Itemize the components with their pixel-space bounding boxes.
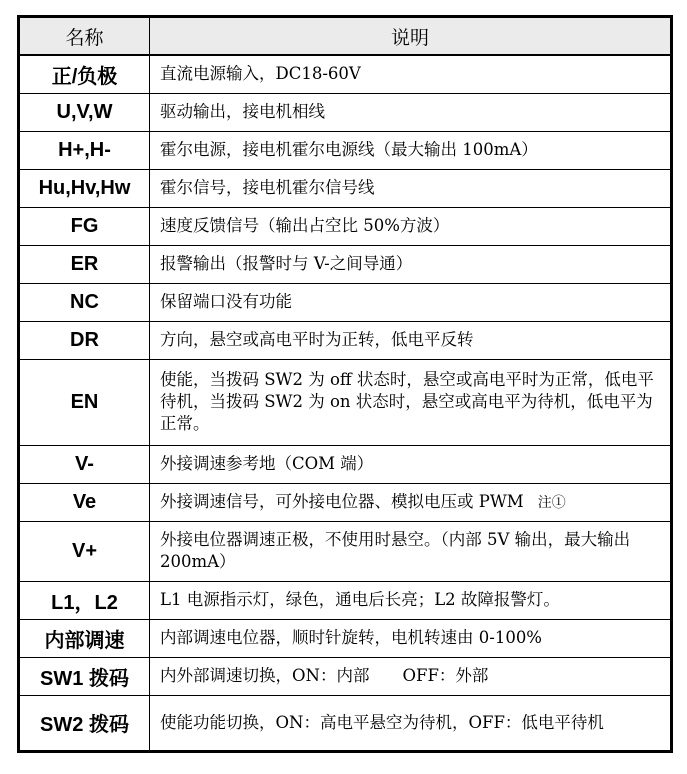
- table-row: [19, 207, 672, 245]
- terminal-description-table: [17, 15, 673, 753]
- table-row: [19, 695, 672, 751]
- table-row: [19, 657, 672, 695]
- table-row: [19, 521, 672, 581]
- row-desc: 使能功能切换，ON：高电平悬空为待机，OFF：低电平待机: [150, 695, 672, 751]
- row-desc: 使能，当拨码 SW2 为 off 状态时，悬空或高电平时为正常，低电平待机，当拨码 SW2 为 on 状态时，悬空或高电平为待机，低电平为正常。: [150, 359, 672, 445]
- table-row: [19, 619, 672, 657]
- row-desc: 驱动输出，接电机相线: [150, 93, 672, 131]
- row-desc: 直流电源输入，DC18-60V: [150, 55, 672, 93]
- row-desc: 保留端口没有功能: [150, 283, 672, 321]
- table-row: [19, 93, 672, 131]
- footnote-marker: 注①: [537, 494, 566, 511]
- row-desc: 内部调速电位器，顺时针旋转，电机转速由 0-100%: [150, 619, 672, 657]
- row-name: SW1 拨码: [19, 657, 150, 695]
- row-desc: 外接电位器调速正极，不使用时悬空。（内部 5V 输出，最大输出 200mA）: [150, 521, 672, 581]
- row-name: NC: [19, 283, 150, 321]
- row-name: H+,H-: [19, 131, 150, 169]
- row-name: V-: [19, 445, 150, 483]
- table-header-row: [19, 17, 672, 56]
- table-row: [19, 131, 672, 169]
- row-desc: 报警输出（报警时与 V-之间导通）: [150, 245, 672, 283]
- row-desc-text: 外接调速信号，可外接电位器、模拟电压或 PWM: [160, 491, 524, 511]
- row-name: Ve: [19, 483, 150, 521]
- row-name: 内部调速: [19, 619, 150, 657]
- row-name: FG: [19, 207, 150, 245]
- row-name: L1，L2: [19, 581, 150, 619]
- row-desc: 外接调速参考地（COM 端）: [150, 445, 672, 483]
- table-row: [19, 245, 672, 283]
- row-desc: 霍尔信号，接电机霍尔信号线: [150, 169, 672, 207]
- row-desc: 内外部调速切换，ON：内部 OFF：外部: [150, 657, 672, 695]
- header-name: 名称: [19, 17, 150, 56]
- row-desc: 速度反馈信号（输出占空比 50%方波）: [150, 207, 672, 245]
- row-desc: 霍尔电源，接电机霍尔电源线（最大输出 100mA）: [150, 131, 672, 169]
- header-description: 说明: [150, 17, 672, 56]
- table-row: [19, 445, 672, 483]
- table-row: [19, 283, 672, 321]
- table-row: [19, 321, 672, 359]
- table-row: [19, 169, 672, 207]
- row-name: U,V,W: [19, 93, 150, 131]
- row-name: 正/负极: [19, 55, 150, 93]
- row-name: DR: [19, 321, 150, 359]
- table-row: [19, 359, 672, 445]
- table-row: [19, 55, 672, 93]
- row-name: ER: [19, 245, 150, 283]
- table-row: [19, 483, 672, 521]
- row-desc: L1 电源指示灯，绿色，通电后长亮；L2 故障报警灯。: [150, 581, 672, 619]
- row-name: Hu,Hv,Hw: [19, 169, 150, 207]
- row-name: SW2 拨码: [19, 695, 150, 751]
- row-desc: 方向，悬空或高电平时为正转，低电平反转: [150, 321, 672, 359]
- table-row: [19, 581, 672, 619]
- row-name: EN: [19, 359, 150, 445]
- row-name: V+: [19, 521, 150, 581]
- row-desc: [150, 483, 672, 521]
